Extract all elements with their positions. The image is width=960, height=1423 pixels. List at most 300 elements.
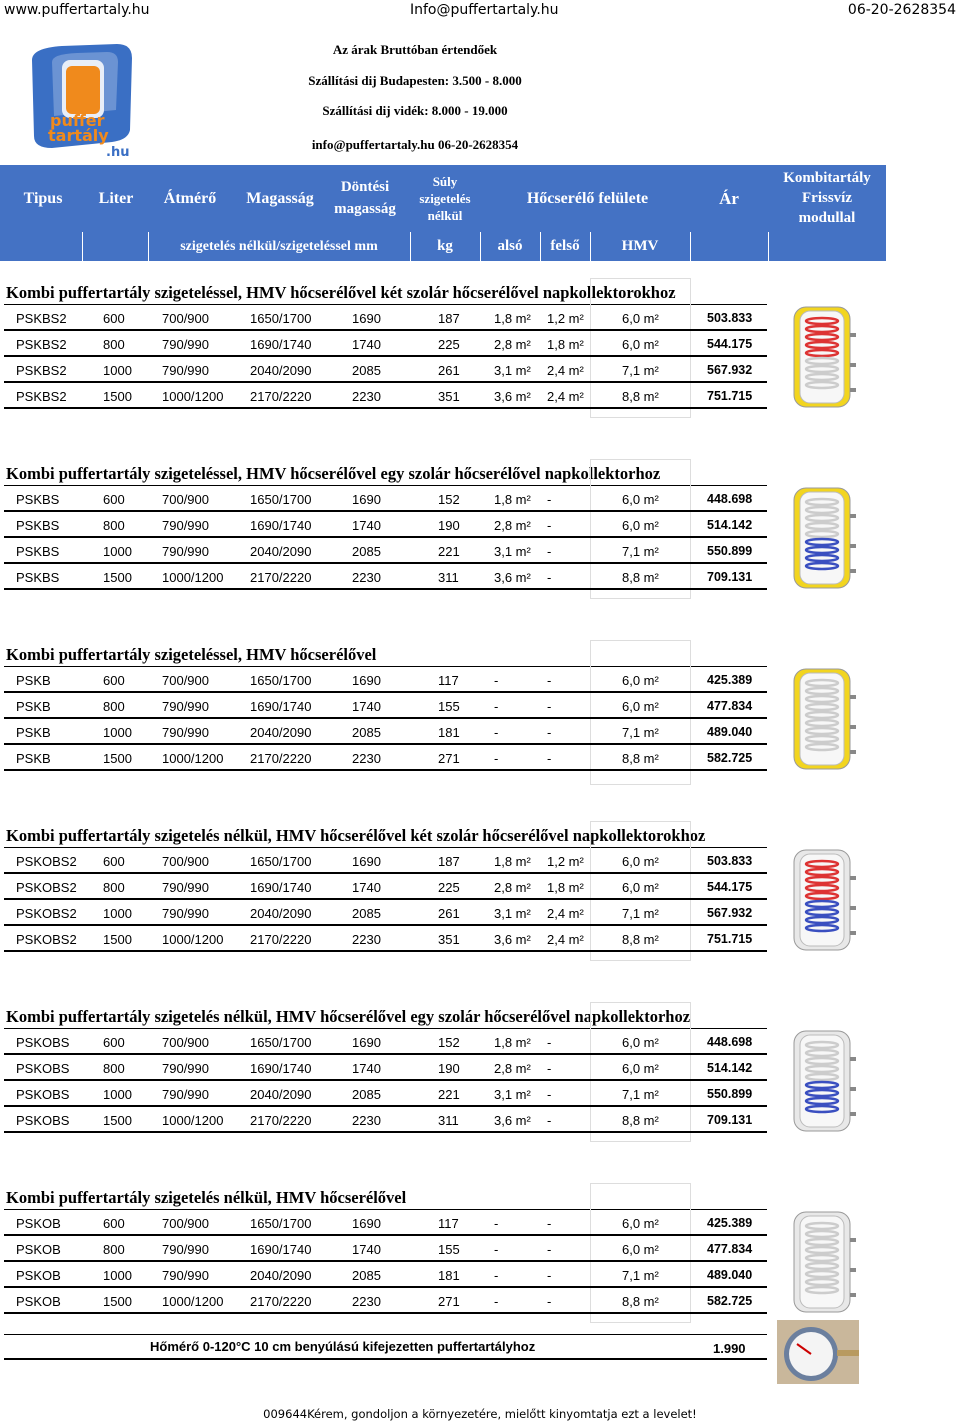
cell-value: 1500 — [103, 932, 132, 947]
cell-value: 311 — [438, 1113, 459, 1128]
cell-price: 514.142 — [707, 518, 753, 532]
table-row — [4, 926, 767, 952]
cell-value: 8,8 m² — [622, 570, 659, 585]
section-title: Kombi puffertartály szigetelés nélkül, HMV hőcserélővel egy szolár hőcserélővel napkollektorhoz — [6, 1007, 691, 1026]
cell-value: 800 — [103, 518, 125, 533]
cell-value: 1690 — [352, 311, 381, 326]
table-row — [4, 745, 767, 771]
cell-value: 2085 — [352, 544, 381, 559]
cell-value: - — [547, 570, 552, 585]
cell-value: - — [547, 492, 552, 507]
tank-image — [788, 665, 858, 777]
cell-value: 1,8 m² — [494, 854, 531, 869]
col-kombi-2: Frissvíz — [802, 189, 852, 206]
section-title: Kombi puffertartály szigeteléssel, HMV hőcserélővel egy szolár hőcserélővel napkollektorhoz — [6, 464, 661, 483]
cell-price: 425.389 — [707, 673, 753, 687]
cell-value: 2040/2090 — [250, 363, 312, 378]
cell-value: 1650/1700 — [250, 673, 312, 688]
cell-value: 1500 — [103, 570, 132, 585]
cell-value: 2230 — [352, 751, 381, 766]
cell-value: 1740 — [352, 880, 381, 895]
cell-model: PSKOBS — [16, 1061, 70, 1076]
table-row — [4, 693, 767, 719]
cell-value: 3,1 m² — [494, 1087, 531, 1102]
col-kombi-3: modullal — [798, 209, 856, 226]
table-row — [4, 848, 767, 874]
table-row — [4, 1055, 767, 1081]
cell-value: 2040/2090 — [250, 725, 312, 740]
cell-model: PSKOBS2 — [16, 932, 77, 947]
table-row — [4, 1081, 767, 1107]
cell-model: PSKBS2 — [16, 311, 67, 326]
cell-price: 503.833 — [707, 311, 753, 325]
col-suly-3: nélkül — [427, 208, 463, 223]
cell-value: - — [494, 1242, 499, 1257]
cell-price: 544.175 — [707, 337, 753, 351]
cell-value: 1,8 m² — [494, 311, 531, 326]
cell-value: 1000/1200 — [162, 1294, 224, 1309]
cell-value: - — [494, 673, 499, 688]
cell-value: 790/990 — [162, 725, 209, 740]
cell-value: 6,0 m² — [622, 1216, 659, 1231]
cell-value: 1,8 m² — [494, 1035, 531, 1050]
cell-model: PSKBS — [16, 544, 60, 559]
cell-value: 1690/1740 — [250, 1242, 312, 1257]
cell-value: 6,0 m² — [622, 673, 659, 688]
cell-model: PSKBS — [16, 518, 60, 533]
cell-value: 2,8 m² — [494, 337, 531, 352]
cell-value: 2170/2220 — [250, 932, 312, 947]
cell-value: - — [547, 751, 552, 766]
tank-image — [788, 846, 858, 958]
cell-model: PSKB — [16, 673, 51, 688]
cell-value: 1000 — [103, 1087, 132, 1102]
cell-value: 6,0 m² — [622, 1061, 659, 1076]
cell-model: PSKB — [16, 751, 51, 766]
company-logo — [22, 40, 142, 160]
table-header — [0, 165, 886, 261]
cell-model: PSKOB — [16, 1268, 61, 1283]
cell-value: 1740 — [352, 1242, 381, 1257]
cell-value: 2170/2220 — [250, 1294, 312, 1309]
cell-value: 6,0 m² — [622, 699, 659, 714]
cell-value: 790/990 — [162, 1087, 209, 1102]
cell-value: - — [494, 1216, 499, 1231]
sub-felso: felső — [550, 238, 580, 254]
cell-value: 1690/1740 — [250, 699, 312, 714]
cell-value: 117 — [438, 1216, 459, 1231]
cell-value: 2170/2220 — [250, 751, 312, 766]
cell-value: - — [547, 1242, 552, 1257]
cell-value: - — [547, 673, 552, 688]
cell-value: 8,8 m² — [622, 389, 659, 404]
tank-image — [788, 1208, 858, 1320]
cell-value: 1000 — [103, 1268, 132, 1283]
cell-value: 1650/1700 — [250, 492, 312, 507]
table-row — [4, 1236, 767, 1262]
cell-value: 1690 — [352, 1216, 381, 1231]
cell-value: 3,1 m² — [494, 363, 531, 378]
cell-value: 2230 — [352, 1113, 381, 1128]
cell-value: 2040/2090 — [250, 1087, 312, 1102]
cell-value: - — [494, 699, 499, 714]
cell-price: 582.725 — [707, 1294, 753, 1308]
cell-value: 3,6 m² — [494, 932, 531, 947]
cell-value: 7,1 m² — [622, 1268, 659, 1283]
cell-value: 6,0 m² — [622, 492, 659, 507]
cell-price: 448.698 — [707, 492, 753, 506]
cell-value: - — [547, 1035, 552, 1050]
cell-value: 8,8 m² — [622, 1294, 659, 1309]
cell-model: PSKBS — [16, 570, 60, 585]
info-shipping-country: Szállítási dij vidék: 8.000 - 19.000 — [322, 103, 508, 118]
section-title: Kombi puffertartály szigeteléssel, HMV hőcserélővel két szolár hőcserélővel napkollektorokhoz — [6, 283, 676, 302]
cell-value: 271 — [438, 1294, 460, 1309]
cell-value: 3,1 m² — [494, 906, 531, 921]
sub-hmv: HMV — [621, 238, 659, 254]
cell-model: PSKB — [16, 699, 51, 714]
cell-model: PSKOBS2 — [16, 854, 77, 869]
cell-value: 155 — [438, 699, 460, 714]
cell-value: 800 — [103, 1242, 125, 1257]
cell-price: 582.725 — [707, 751, 753, 765]
cell-value: 700/900 — [162, 1035, 209, 1050]
cell-value: 271 — [438, 751, 460, 766]
cell-value: 1,2 m² — [547, 854, 584, 869]
cell-value: 800 — [103, 1061, 125, 1076]
cell-value: 600 — [103, 673, 125, 688]
cell-value: 221 — [438, 544, 460, 559]
cell-value: 700/900 — [162, 854, 209, 869]
cell-value: 3,6 m² — [494, 1113, 531, 1128]
thermometer-label: Hőmérő 0-120°C 10 cm benyúlású kifejezetten puffertartályhoz — [150, 1339, 536, 1354]
section-title: Kombi puffertartály szigetelés nélkül, HMV hőcserélővel két szolár hőcserélővel napkollektorokhoz — [6, 826, 706, 845]
cell-value: 1000/1200 — [162, 751, 224, 766]
cell-value: 8,8 m² — [622, 1113, 659, 1128]
cell-value: 790/990 — [162, 1268, 209, 1283]
cell-value: 1500 — [103, 389, 132, 404]
cell-value: 1690/1740 — [250, 518, 312, 533]
cell-value: 1000 — [103, 544, 132, 559]
cell-value: - — [547, 725, 552, 740]
cell-value: 700/900 — [162, 311, 209, 326]
cell-value: 600 — [103, 1216, 125, 1231]
cell-value: 2085 — [352, 1087, 381, 1102]
table-row — [4, 538, 767, 564]
cell-value: 1690 — [352, 1035, 381, 1050]
logo-word-puffer: puffer — [50, 111, 105, 130]
cell-value: 1650/1700 — [250, 1216, 312, 1231]
cell-value: - — [547, 518, 552, 533]
table-row — [4, 564, 767, 590]
col-dontesi-2: magasság — [334, 200, 396, 217]
cell-value: 6,0 m² — [622, 518, 659, 533]
cell-value: 1690/1740 — [250, 337, 312, 352]
cell-value: 1000/1200 — [162, 1113, 224, 1128]
cell-value: 225 — [438, 337, 460, 352]
cell-value: - — [547, 699, 552, 714]
cell-value: 1690/1740 — [250, 1061, 312, 1076]
cell-value: 790/990 — [162, 906, 209, 921]
info-prices-gross: Az árak Bruttóban értendőek — [332, 42, 498, 57]
cell-value: 600 — [103, 492, 125, 507]
cell-value: 6,0 m² — [622, 311, 659, 326]
cell-value: 2230 — [352, 570, 381, 585]
cell-value: 700/900 — [162, 673, 209, 688]
cell-model: PSKOBS2 — [16, 906, 77, 921]
cell-value: 152 — [438, 1035, 460, 1050]
thermometer-price: 1.990 — [713, 1341, 746, 1356]
info-contact: info@puffertartaly.hu 06-20-2628354 — [311, 137, 519, 152]
table-row — [4, 331, 767, 357]
cell-value: 6,0 m² — [622, 880, 659, 895]
table-row — [4, 486, 767, 512]
col-dontesi-1: Döntési — [340, 178, 390, 195]
cell-value: 3,6 m² — [494, 570, 531, 585]
cell-price: 751.715 — [707, 932, 753, 946]
cell-value: 1650/1700 — [250, 854, 312, 869]
cell-value: 790/990 — [162, 518, 209, 533]
cell-value: 800 — [103, 699, 125, 714]
cell-value: 1740 — [352, 699, 381, 714]
table-row — [4, 719, 767, 745]
cell-value: 2,8 m² — [494, 1061, 531, 1076]
cell-value: 6,0 m² — [622, 1035, 659, 1050]
cell-price: 550.899 — [707, 1087, 753, 1101]
cell-value: 155 — [438, 1242, 460, 1257]
cell-value: 1650/1700 — [250, 1035, 312, 1050]
cell-model: PSKB — [16, 725, 51, 740]
cell-value: 2,4 m² — [547, 363, 584, 378]
cell-value: 6,0 m² — [622, 337, 659, 352]
cell-model: PSKOB — [16, 1216, 61, 1231]
cell-model: PSKOBS — [16, 1035, 70, 1050]
cell-value: 311 — [438, 570, 459, 585]
table-row — [4, 667, 767, 693]
cell-value: - — [494, 725, 499, 740]
cell-value: 700/900 — [162, 492, 209, 507]
cell-value: 2,4 m² — [547, 932, 584, 947]
sub-also: alsó — [497, 238, 523, 254]
cell-price: 709.131 — [707, 1113, 753, 1127]
cell-value: 2230 — [352, 932, 381, 947]
cell-value: 1500 — [103, 751, 132, 766]
cell-value: 1,2 m² — [547, 311, 584, 326]
cell-value: - — [547, 1113, 552, 1128]
cell-price: 751.715 — [707, 389, 753, 403]
cell-model: PSKBS — [16, 492, 60, 507]
cell-value: 600 — [103, 854, 125, 869]
cell-model: PSKOB — [16, 1242, 61, 1257]
cell-value: 1000 — [103, 725, 132, 740]
col-atmero: Átmérő — [163, 189, 217, 207]
cell-value: 351 — [438, 932, 460, 947]
col-suly-2: szigetelés — [419, 191, 471, 206]
cell-value: 152 — [438, 492, 460, 507]
cell-value: - — [547, 1087, 552, 1102]
cell-value: - — [547, 1294, 552, 1309]
sub-kg: kg — [437, 238, 453, 254]
cell-price: 448.698 — [707, 1035, 753, 1049]
thermometer-image — [777, 1320, 859, 1384]
cell-value: 261 — [438, 363, 460, 378]
cell-value: 1740 — [352, 518, 381, 533]
cell-value: 790/990 — [162, 1061, 209, 1076]
cell-value: 2,8 m² — [494, 518, 531, 533]
cell-value: - — [494, 1268, 499, 1283]
sub-mm: szigetelés nélkül/szigeteléssel mm — [180, 238, 378, 254]
cell-value: 2040/2090 — [250, 906, 312, 921]
cell-price: 477.834 — [707, 699, 753, 713]
cell-value: 790/990 — [162, 699, 209, 714]
cell-value: 2,4 m² — [547, 906, 584, 921]
table-row — [4, 1288, 767, 1314]
cell-value: - — [547, 1268, 552, 1283]
cell-value: 2,4 m² — [547, 389, 584, 404]
cell-value: 6,0 m² — [622, 854, 659, 869]
cell-value: 187 — [438, 311, 460, 326]
cell-value: 7,1 m² — [622, 544, 659, 559]
cell-value: 190 — [438, 518, 460, 533]
col-hocserelo: Hőcserélő felülete — [526, 189, 649, 207]
cell-value: 600 — [103, 1035, 125, 1050]
cell-value: 7,1 m² — [622, 1087, 659, 1102]
cell-value: 2230 — [352, 1294, 381, 1309]
cell-value: 790/990 — [162, 880, 209, 895]
cell-value: 790/990 — [162, 544, 209, 559]
cell-price: 477.834 — [707, 1242, 753, 1256]
cell-model: PSKBS2 — [16, 363, 67, 378]
cell-value: 700/900 — [162, 1216, 209, 1231]
cell-price: 709.131 — [707, 570, 753, 584]
cell-value: 2230 — [352, 389, 381, 404]
table-row — [4, 357, 767, 383]
cell-value: 1500 — [103, 1294, 132, 1309]
cell-model: PSKOB — [16, 1294, 61, 1309]
cell-value: 181 — [438, 725, 460, 740]
cell-price: 544.175 — [707, 880, 753, 894]
col-magassag: Magasság — [246, 189, 314, 207]
table-row — [4, 1262, 767, 1288]
col-suly-1: Súly — [432, 174, 458, 189]
cell-value: - — [547, 544, 552, 559]
col-tipus: Tipus — [23, 189, 63, 207]
cell-value: 2085 — [352, 725, 381, 740]
cell-value: 2,8 m² — [494, 880, 531, 895]
cell-value: 1000/1200 — [162, 570, 224, 585]
cell-value: 1500 — [103, 1113, 132, 1128]
cell-price: 567.932 — [707, 363, 753, 377]
table-row — [4, 1210, 767, 1236]
cell-value: 1,8 m² — [547, 880, 584, 895]
cell-price: 514.142 — [707, 1061, 753, 1075]
cell-price: 489.040 — [707, 1268, 753, 1282]
footer-note: 009644Kérem, gondoljon a környezetére, mielőtt kinyomtatja ezt a levelet! — [263, 1407, 697, 1421]
cell-value: 600 — [103, 311, 125, 326]
cell-value: - — [547, 1216, 552, 1231]
col-kombi-1: Kombitartály — [783, 169, 871, 186]
cell-value: 7,1 m² — [622, 725, 659, 740]
cell-value: 1,8 m² — [547, 337, 584, 352]
cell-model: PSKOBS — [16, 1113, 70, 1128]
info-shipping-budapest: Szállítási dij Budapesten: 3.500 - 8.000 — [308, 73, 522, 88]
top-bar — [0, 0, 960, 22]
cell-value: 7,1 m² — [622, 363, 659, 378]
cell-value: 2170/2220 — [250, 570, 312, 585]
cell-value: 1000/1200 — [162, 389, 224, 404]
col-ar: Ár — [719, 188, 739, 208]
table-row — [4, 874, 767, 900]
cell-value: 7,1 m² — [622, 906, 659, 921]
cell-value: 3,1 m² — [494, 544, 531, 559]
table-row — [4, 1029, 767, 1055]
cell-value: 190 — [438, 1061, 460, 1076]
cell-value: 1000 — [103, 363, 132, 378]
cell-value: 2085 — [352, 363, 381, 378]
cell-value: 2040/2090 — [250, 1268, 312, 1283]
table-row — [4, 1107, 767, 1133]
cell-value: 1690 — [352, 854, 381, 869]
phone-number: 06-20-2628354 — [847, 2, 956, 18]
cell-value: 225 — [438, 880, 460, 895]
cell-value: 1,8 m² — [494, 492, 531, 507]
cell-value: 790/990 — [162, 337, 209, 352]
cell-value: 1690 — [352, 673, 381, 688]
email-link[interactable]: Info@puffertartaly.hu — [410, 2, 559, 18]
cell-value: 2085 — [352, 906, 381, 921]
cell-value: 2170/2220 — [250, 1113, 312, 1128]
cell-value: 1000/1200 — [162, 932, 224, 947]
logo-word-tartaly: tartály — [48, 126, 109, 145]
cell-model: PSKBS2 — [16, 389, 67, 404]
cell-value: 3,6 m² — [494, 389, 531, 404]
cell-model: PSKBS2 — [16, 337, 67, 352]
cell-value: 6,0 m² — [622, 1242, 659, 1257]
table-row — [4, 900, 767, 926]
cell-value: 800 — [103, 337, 125, 352]
cell-model: PSKOBS2 — [16, 880, 77, 895]
website-link[interactable]: www.puffertartaly.hu — [4, 2, 150, 18]
cell-value: 1690 — [352, 492, 381, 507]
col-liter: Liter — [98, 189, 134, 207]
tank-image — [788, 1027, 858, 1139]
cell-value: - — [494, 751, 499, 766]
cell-value: 261 — [438, 906, 460, 921]
cell-value: - — [547, 1061, 552, 1076]
cell-value: 117 — [438, 673, 459, 688]
cell-value: 1740 — [352, 337, 381, 352]
table-row — [4, 383, 767, 409]
table-row — [4, 512, 767, 538]
logo-word-hu: .hu — [106, 145, 130, 160]
cell-value: - — [494, 1294, 499, 1309]
thermometer-row — [4, 1334, 767, 1360]
section-title: Kombi puffertartály szigeteléssel, HMV hőcserélővel — [6, 645, 377, 664]
cell-price: 425.389 — [707, 1216, 753, 1230]
cell-value: 8,8 m² — [622, 751, 659, 766]
cell-value: 221 — [438, 1087, 460, 1102]
cell-value: 351 — [438, 389, 460, 404]
cell-value: 1650/1700 — [250, 311, 312, 326]
cell-value: 800 — [103, 880, 125, 895]
cell-value: 1740 — [352, 1061, 381, 1076]
cell-value: 2170/2220 — [250, 389, 312, 404]
cell-price: 550.899 — [707, 544, 753, 558]
tank-image — [788, 303, 858, 415]
cell-price: 489.040 — [707, 725, 753, 739]
cell-price: 503.833 — [707, 854, 753, 868]
cell-value: 2085 — [352, 1268, 381, 1283]
